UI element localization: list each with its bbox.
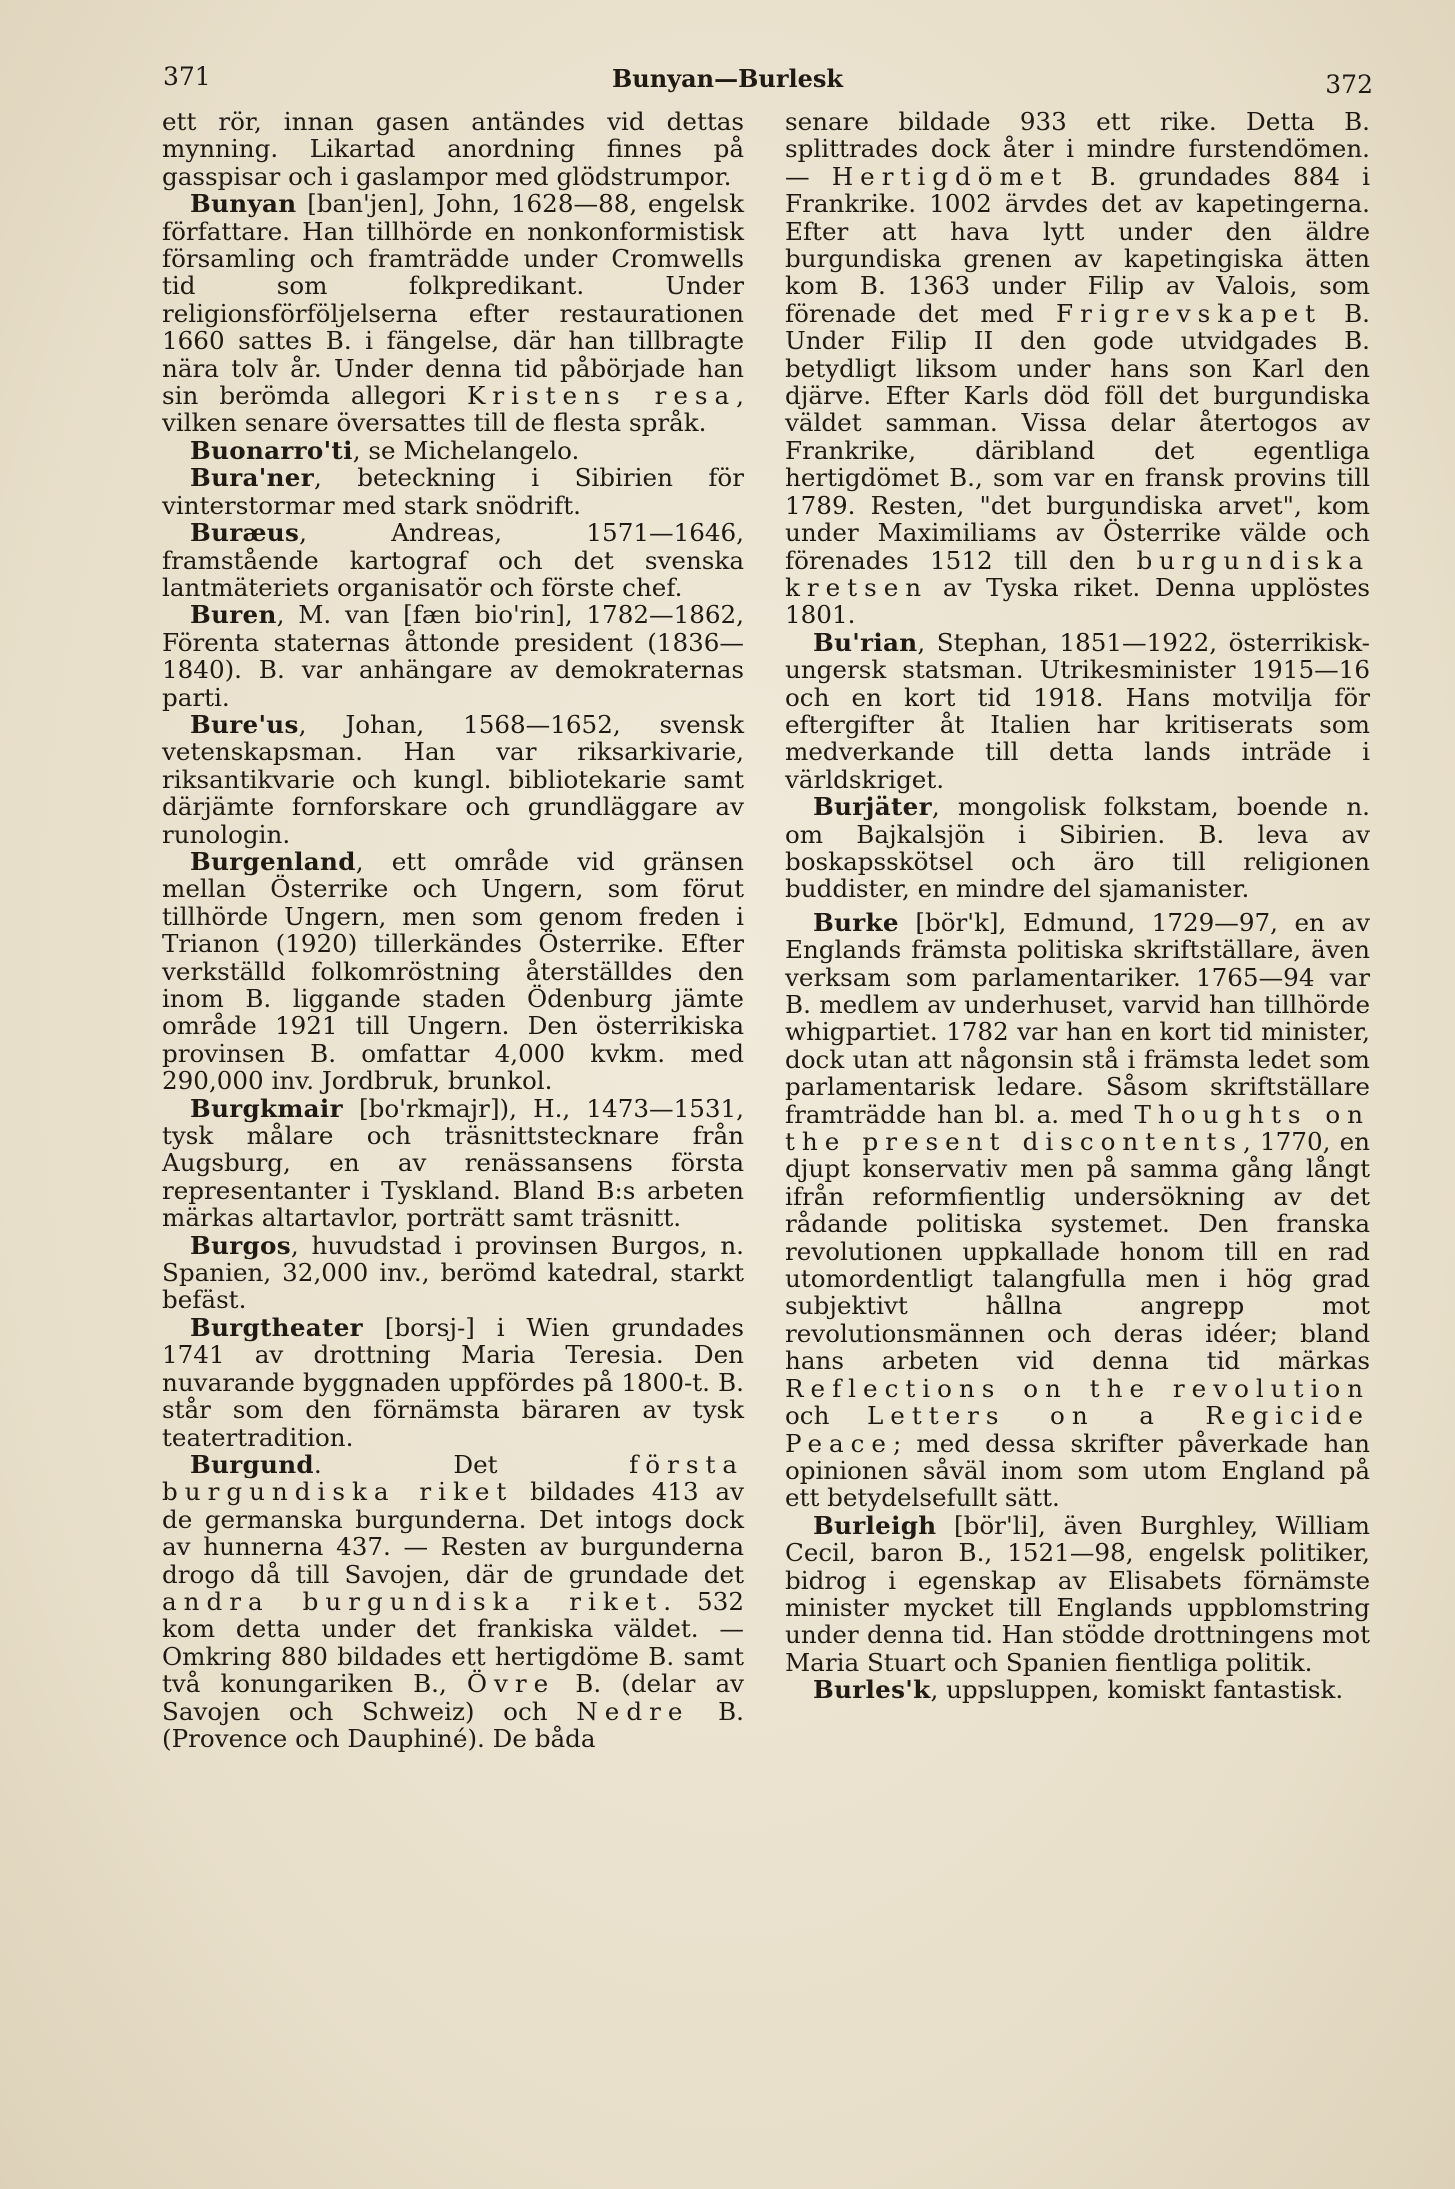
entry-burgund	[162, 1451, 744, 1752]
headword: Burgenland	[190, 846, 356, 876]
headword: Burgtheater	[190, 1312, 363, 1342]
left-column	[162, 108, 744, 1752]
spaced-term: första burgundiska riket	[162, 1449, 744, 1507]
headword: Burgos	[190, 1230, 291, 1260]
entry-burgkmair	[162, 1095, 744, 1232]
entry-text: [bör'li], även Burghley, William Cecil, baron B., 1521—98, engelsk politiker, bidrog i egenskap av Elisabets förnämste minister mycket till Englands uppblomstring under denna tid. Han stödde drottningens mot Maria Stuart och Spanien fientliga politik.	[785, 1510, 1370, 1677]
spaced-term: Hertigdömet	[831, 161, 1069, 191]
entry-text: , uppsluppen, komiskt fantastisk.	[930, 1675, 1344, 1705]
entry-text: , beteckning i Sibirien för vinterstormar med stark snödrift.	[162, 463, 744, 520]
entry-text: . 532 kom detta under det frankiska väldet. — Omkring 880 bildades ett hertigdöme B. samt två konungariken B.,	[162, 1586, 744, 1699]
entry-buonarroti	[162, 437, 744, 464]
headword: Burke	[813, 907, 899, 937]
entry-text: B. (delar av Savojen och Schweiz) och	[162, 1669, 745, 1726]
headword: Bunyan	[190, 189, 297, 219]
entry-text: ; med dessa skrifter påverkade han opinionen såväl inom som utom England på ett betydelsefullt sätt.	[785, 1428, 1370, 1513]
entry-text: , se Michelangelo.	[352, 435, 580, 465]
spaced-title: Reflections on the revolution	[785, 1373, 1370, 1403]
spaced-title: Thoughts on the present discontents	[785, 1099, 1370, 1157]
entry-text: , Andreas, 1571—1646, framstående kartograf och det svenska lantmäteriets organisatör och förste chef.	[162, 518, 744, 602]
entry-text: [bör'k], Edmund, 1729—97, en av Englands främsta politiska skriftställare, även verksam som parlamentariker. 1765—94 var B. medlem av underhuset, varvid han tillhörde whigpartiet. 1782 var han en kort tid minister, dock utan att någonsin stå i främsta ledet som parlamentarisk ledare. Såsom skriftställare framträdde han bl. a. med	[785, 907, 1370, 1129]
entry-burgos	[162, 1232, 744, 1314]
headword: Burjäter	[813, 792, 932, 822]
entry-buren	[162, 601, 744, 711]
right-page-number: 372	[1325, 70, 1373, 99]
right-column	[785, 108, 1370, 1704]
entry-burgtheater	[162, 1314, 744, 1451]
entry-burgenland	[162, 848, 744, 1095]
headword: Buonarro'ti	[190, 435, 353, 465]
entry-burian	[785, 629, 1370, 793]
headword: Bu'rian	[813, 627, 918, 657]
entry-text: [borsj-] i Wien grundades 1741 av drottning Maria Teresia. Den nuvarande byggnaden uppfördes på 1800-t. B. står som den förnämsta bäraren av tysk teatertradition.	[162, 1312, 744, 1452]
entry-text: bildades 413 av de germanska burgunderna. Det intogs dock av hunnerna 437. — Resten av burgunderna drogo då till Savojen, där de grundade det	[162, 1477, 744, 1589]
headword: Burgund	[190, 1449, 314, 1479]
entry-text: , mongolisk folkstam, boende n. om Bajkalsjön i Sibirien. B. leva av boskapsskötsel och äro till religionen buddister, en mindre del sjamanister.	[785, 792, 1370, 904]
entry-text: , 1770, en djupt konservativ men på samma gång långt ifrån reformfientlig undersökning av det rådande politiska systemet. Den franska revolutionen uppkallade honom till en rad utomordentligt talangfulla men i hög grad subjektivt hållna angrepp mot revolutionsmännen och deras idéer; bland hans arbeten vid denna tid märkas	[785, 1127, 1370, 1376]
spaced-term: Övre	[466, 1669, 556, 1699]
entry-text: B. grundades 884 i Frankrike. 1002 ärvdes det av kapetingerna. Efter att hava lytt under den äldre burgundiska grenen av kapetingiska ätten kom B. 1363 under Filip av Valois, som förenade det med	[785, 161, 1370, 328]
entry-text: senare bildade 933 ett rike. Detta B. splittrades dock åter i mindre furstendömen. —	[785, 107, 1370, 191]
entry-text: ett rör, innan gasen antändes vid dettas mynning. Likartad anordning finnes på gasspisar och i gaslampor med glödstrumpor.	[162, 107, 744, 191]
entry-bunyan	[162, 190, 744, 437]
headword: Buren	[190, 600, 277, 630]
entry-text: , ett område vid gränsen mellan Österrike och Ungern, som förut tillhörde Ungern, men som genom freden i Trianon (1920) tillerkändes Österrike. Efter verkställd folkomröstning återställdes den inom B. liggande staden Ödenburg jämte område 1921 till Ungern. Den österrikiska provinsen B. omfattar 4,000 kvkm. med 290,000 inv. Jordbruk, brunkol.	[162, 846, 744, 1096]
spaced-term: Frigrevskapet	[1056, 298, 1323, 328]
headword: Burles'k	[813, 1675, 931, 1705]
headword: Burgkmair	[190, 1093, 343, 1123]
entry-text: , huvudstad i provinsen Burgos, n. Spanien, 32,000 inv., berömd katedral, starkt befäst.	[162, 1230, 744, 1315]
spaced-term: Nedre	[576, 1696, 690, 1726]
entry-text: , Stephan, 1851—1922, österrikisk-ungersk statsman. Utrikesminister 1915—16 och en kort tid 1918. Hans motvilja för eftergifter åt Italien har kritiserats som medverkande till detta lands inträde i världskriget.	[785, 627, 1370, 794]
headword: Bure'us	[190, 709, 299, 739]
entry-text: B. (Provence och Dauphiné). De båda	[162, 1696, 744, 1753]
spaced-term: burgundiska kretsen	[785, 545, 1370, 602]
entry-buraeus	[162, 519, 744, 601]
entry-text: , M. van [fæn bio'rin], 1782—1862, Förenta staternas åttonde president (1836—1840). B. var anhängare av demokraternas parti.	[162, 600, 744, 712]
entry-burleigh	[785, 1512, 1370, 1676]
entry-burke	[785, 909, 1370, 1512]
spaced-title: Letters on a Regicide Peace	[785, 1401, 1370, 1458]
entry-text: och	[785, 1401, 867, 1431]
entry-bureus	[162, 711, 744, 848]
entry-text: , Johan, 1568—1652, svensk vetenskapsman. Han var riksarkivarie, riksantikvarie och kungl. bibliotekarie samt därjämte fornforskare och grundläggare av runologin.	[162, 709, 744, 849]
entry-burjater	[785, 793, 1370, 903]
headword: Burleigh	[813, 1510, 937, 1540]
entry-text: av Tyska riket. Denna upplöstes 1801.	[785, 572, 1370, 630]
entry-text: [bo'rkmajr]), H., 1473—1531, tysk målare och träsnittstecknare från Augsburg, en av renässansens första representanter i Tyskland. Bland B:s arbeten märkas altartavlor, porträtt samt träsnitt.	[162, 1093, 744, 1233]
entry-text: , vilken senare översattes till de flesta språk.	[162, 381, 744, 438]
entry-buraner	[162, 464, 744, 519]
entry-text: [ban'jen], John, 1628—88, engelsk författare. Han tillhörde en nonkonformistisk församling och framträdde under Cromwells tid som folkpredikant. Under religionsförföljelserna efter restaurationen 1660 sattes B. i fängelse, där han tillbragte nära tolv år. Under denna tid påbörjade han sin berömda allegori	[162, 189, 744, 411]
entry-text: B. Under Filip II den gode utvidgades B. betydligt liksom under hans son Karl den djärve. Efter Karls död föll det burgundiska väldet samman. Vissa delar återtogos av Frankrike, däribland det egentliga hertigdömet B., som var en fransk provins till 1789. Resten, "det burgundiska arvet", kom under Maximiliams av Österrike välde och förenades 1512 till den	[785, 298, 1370, 575]
spaced-term: andra burgundiska riket	[162, 1586, 664, 1616]
headword: Bura'ner	[190, 463, 314, 493]
running-title: Bunyan—Burlesk	[611, 64, 844, 93]
left-page-number: 371	[163, 62, 211, 91]
entry-continuation	[162, 108, 744, 190]
headword: Buræus	[190, 518, 300, 548]
entry-burgund-continued	[785, 108, 1370, 629]
page-header	[0, 62, 1455, 102]
entry-text: . Det	[313, 1449, 630, 1479]
entry-burlesk	[785, 1676, 1370, 1703]
spaced-title: Kristens resa	[467, 381, 737, 411]
